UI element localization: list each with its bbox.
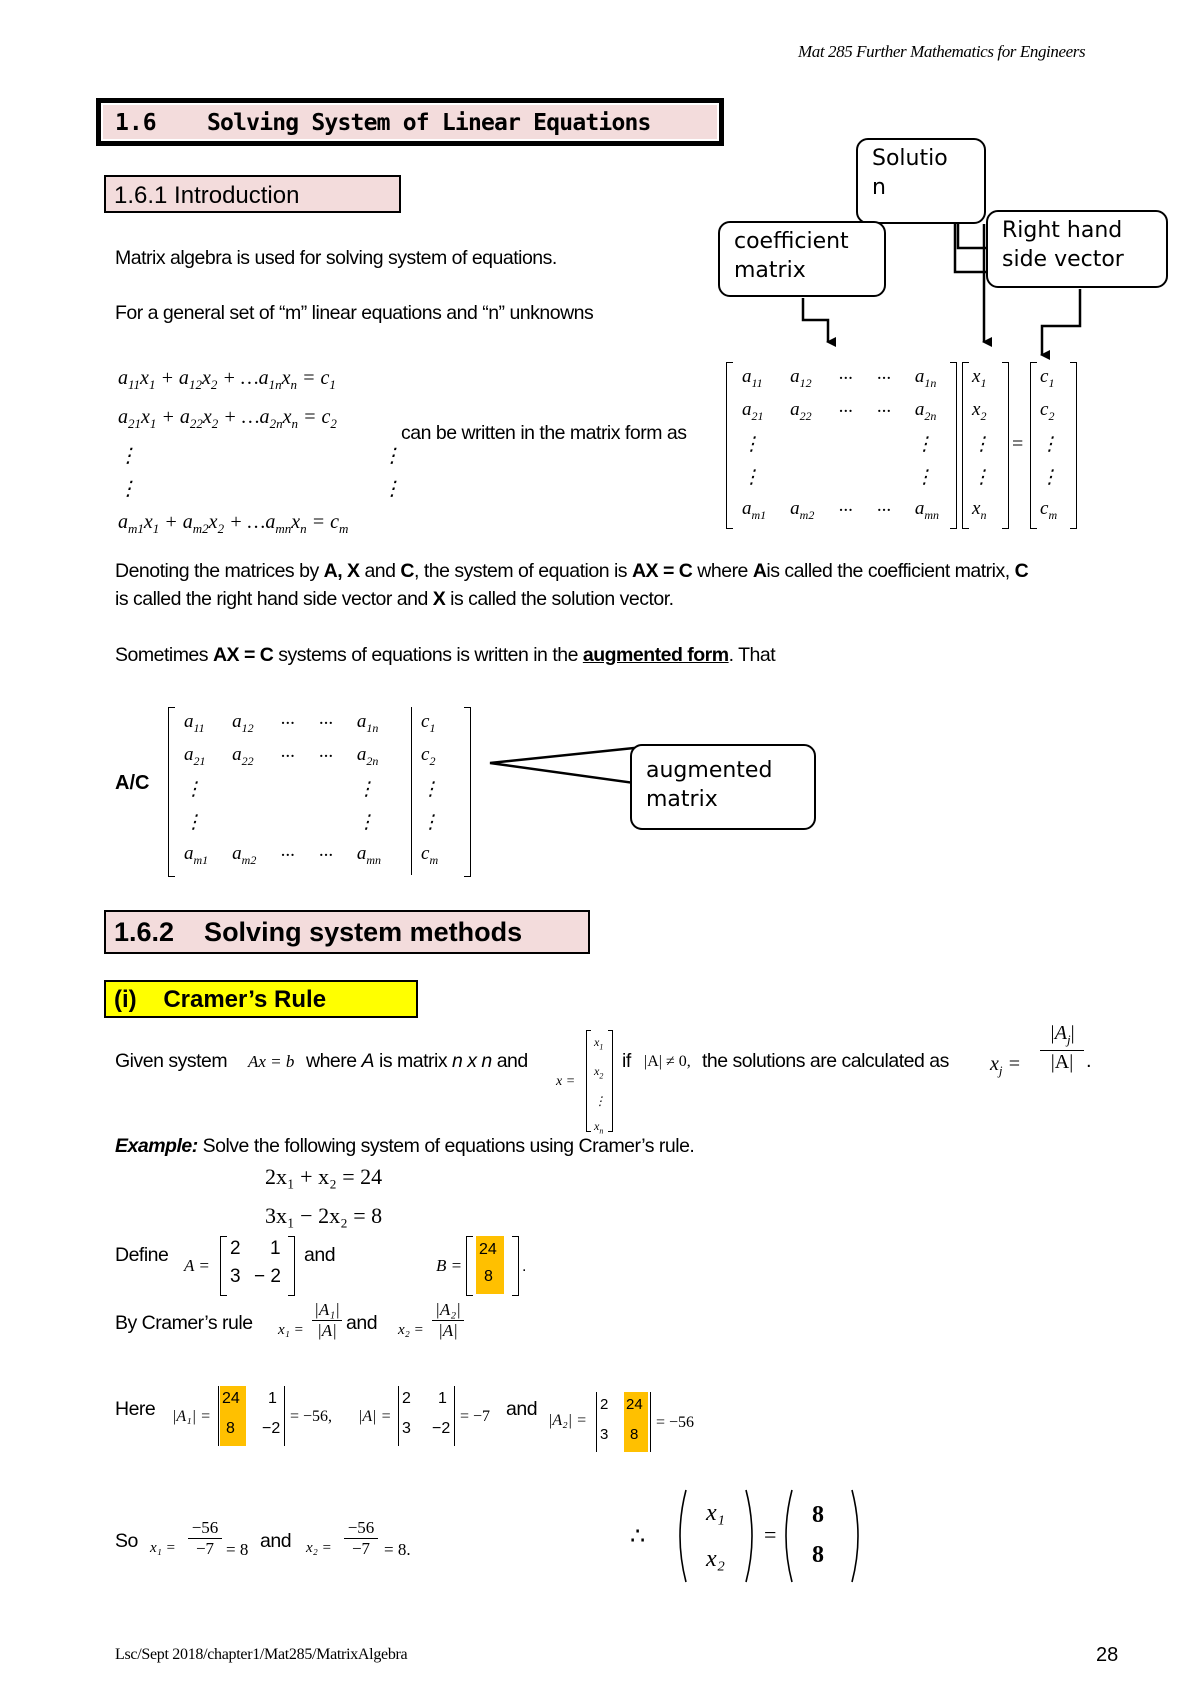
- by-cramer-x1: x₁ =: [278, 1322, 304, 1338]
- cramer-period: .: [1086, 1050, 1092, 1072]
- so-x1: x₁ =: [150, 1540, 176, 1556]
- example-eq2: 3x₁ − 2x₂ = 8: [265, 1203, 383, 1228]
- det-A-matrix: 2 1 3 −2: [398, 1386, 456, 1448]
- course-header: Mat 285 Further Mathematics for Engineers: [798, 42, 1086, 61]
- here-label: Here: [115, 1398, 156, 1420]
- therefore-symbol: ∴: [630, 1523, 646, 1550]
- augmented-callout-line1: augmented: [646, 758, 773, 783]
- cramer-solutions-text: the solutions are calculated as: [702, 1050, 949, 1072]
- final-val1: 8: [812, 1502, 824, 1528]
- augmented-paragraph: Sometimes AX = C systems of equations is written in the augmented form. That: [115, 644, 776, 666]
- augmented-callout-line2: matrix: [646, 787, 718, 812]
- cramer-where-text: where A is matrix n x n and: [306, 1050, 528, 1072]
- example-eq1: 2x₁ + x₂ = 24: [265, 1164, 383, 1189]
- intro-paragraph-1: Matrix algebra is used for solving system of equations.: [115, 247, 557, 269]
- so-label: So: [115, 1530, 138, 1552]
- section-title: Solving System of Linear Equations: [207, 110, 651, 136]
- equation-row-dots-2: ⋮ ⋮: [118, 478, 402, 500]
- footer-left: Lsc/Sept 2018/chapter1/Mat285/MatrixAlgebra: [115, 1646, 408, 1663]
- cramer-xj: $x_j$ =: [990, 1053, 1022, 1078]
- det-A-label: |A| =: [358, 1408, 392, 1425]
- example-line: Example: Solve the following system of equations using Cramer’s rule.: [115, 1135, 695, 1157]
- rhs-callout-line2: side vector: [1002, 247, 1124, 272]
- final-paren-vals: [782, 1486, 862, 1586]
- augmented-callout: [630, 744, 816, 830]
- cramer-axb: Ax = b: [248, 1052, 295, 1071]
- so-frac1: −56 −7: [188, 1518, 222, 1559]
- det-and: and: [506, 1398, 538, 1420]
- so-and: and: [260, 1530, 292, 1552]
- det-A2-label: |A₂| =: [548, 1412, 587, 1429]
- cramer-heading: [104, 980, 418, 1018]
- so-x2: x₂ =: [306, 1540, 332, 1556]
- cramer-det-condition: |A| ≠ 0,: [644, 1053, 691, 1070]
- subsection-methods-label: 1.6.2 Solving system methods: [114, 917, 523, 947]
- det-A1-label: |A₁| =: [172, 1408, 211, 1425]
- det-A2-matrix: 2 24 3 8: [596, 1392, 652, 1454]
- define-A-matrix: 2 1 3 − 2: [220, 1236, 296, 1296]
- cramer-x-vector: $x_1$ $x_2$ ⋮ $x_n$: [586, 1030, 614, 1130]
- by-cramer-label: By Cramer’s rule: [115, 1312, 253, 1334]
- det-A1-result: = −56,: [290, 1408, 333, 1425]
- by-cramer-x2: x₂ =: [398, 1322, 424, 1338]
- section-number: 1.6: [115, 110, 157, 136]
- final-x1: x₁: [706, 1500, 725, 1526]
- cramer-if: if: [622, 1050, 631, 1072]
- det-A1-matrix: 24 1 8 −2: [218, 1386, 286, 1448]
- coefficient-callout-line1: coefficient: [734, 229, 849, 254]
- cramer-x-eq: x =: [556, 1074, 576, 1089]
- cramer-given: Given system: [115, 1050, 228, 1072]
- page-number: 28: [1096, 1644, 1119, 1666]
- by-cramer-frac1: |A₁| |A|: [312, 1300, 342, 1341]
- intro-paragraph-2: For a general set of “m” linear equations and “n” unknowns: [115, 302, 594, 324]
- matrix-form-text: can be written in the matrix form as: [401, 422, 687, 444]
- so-frac2: −56 −7: [344, 1518, 378, 1559]
- augmented-label: A/C: [115, 772, 150, 794]
- equation-row-1: $a_{11}x_1 + a_{12}x_2$ + $\dots a_{1n}x_n = c_1$: [118, 367, 336, 392]
- equation-row-m: $a_{m1}x_1 + a_{m2}x_2$ + $\dots a_{mn}x_n = c_m$: [118, 511, 349, 536]
- subsection-methods-heading: [104, 910, 590, 954]
- denoting-paragraph-line2: is called the right hand side vector and X is called the solution vector.: [115, 588, 674, 610]
- by-cramer-and: and: [346, 1312, 378, 1334]
- define-A-eq: A =: [184, 1256, 210, 1275]
- det-A2-result: = −56: [656, 1414, 695, 1431]
- solution-callout-line1: Solutio: [872, 146, 948, 171]
- cramer-label: (i) Cramer’s Rule: [114, 986, 327, 1013]
- define-label: Define: [115, 1244, 169, 1266]
- equation-row-dots-1: ⋮ ⋮: [118, 445, 402, 467]
- final-equals: =: [764, 1522, 777, 1547]
- define-and: and: [304, 1244, 336, 1266]
- define-B-eq: B =: [436, 1256, 463, 1275]
- so-x1-result: = 8: [226, 1540, 249, 1559]
- define-B-vector: 24 8: [466, 1236, 520, 1296]
- so-x2-result: = 8.: [384, 1540, 411, 1559]
- det-A-result: = −7: [460, 1408, 491, 1425]
- solution-callout-line2: n: [872, 175, 886, 200]
- denoting-paragraph-line1: Denoting the matrices by A, X and C, the system of equation is AX = C where Ais called the coefficient matrix, C: [115, 560, 1029, 582]
- coefficient-callout-line2: matrix: [734, 258, 806, 283]
- final-val2: 8: [812, 1542, 824, 1568]
- equation-row-2: $a_{21}x_1 + a_{22}x_2$ + $\dots a_{2n}x_n = c_2$: [118, 406, 337, 431]
- matrix-equals: =: [1012, 433, 1024, 455]
- rhs-callout-line1: Right hand: [1002, 218, 1123, 243]
- subsection-intro-label: 1.6.1 Introduction: [114, 182, 300, 209]
- final-x2: x₂: [706, 1546, 725, 1572]
- by-cramer-frac2: |A₂| |A|: [432, 1300, 464, 1341]
- cramer-formula: $|A_j|$ |A|: [1040, 1022, 1084, 1074]
